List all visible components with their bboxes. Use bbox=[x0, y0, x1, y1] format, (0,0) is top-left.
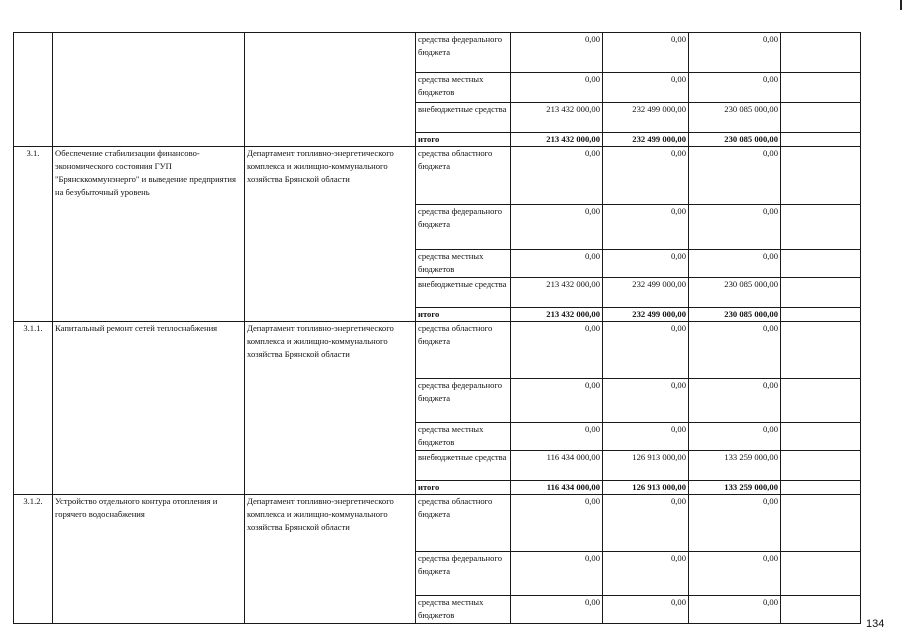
funding-source-cell: средства федерального бюджета bbox=[416, 379, 511, 423]
value-year-2-cell: 0,00 bbox=[603, 552, 689, 596]
value-year-2-cell: 126 913 000,00 bbox=[603, 481, 689, 495]
value-year-3-cell: 0,00 bbox=[689, 205, 781, 250]
value-year-2-cell: 0,00 bbox=[603, 205, 689, 250]
value-year-2-cell: 232 499 000,00 bbox=[603, 133, 689, 147]
value-year-3-cell: 230 085 000,00 bbox=[689, 133, 781, 147]
scan-edge-mark bbox=[900, 0, 902, 10]
measure-name-cell bbox=[53, 33, 245, 147]
funding-source-cell: средства областного бюджета bbox=[416, 322, 511, 379]
empty-cell bbox=[781, 33, 861, 73]
value-year-1-cell: 0,00 bbox=[511, 205, 603, 250]
value-year-3-cell: 230 085 000,00 bbox=[689, 103, 781, 133]
value-year-1-cell: 0,00 bbox=[511, 552, 603, 596]
value-year-2-cell: 0,00 bbox=[603, 33, 689, 73]
funding-source-cell: средства местных бюджетов bbox=[416, 250, 511, 278]
value-year-2-cell: 232 499 000,00 bbox=[603, 103, 689, 133]
measure-name-cell: Обеспечение стабилизации финансово-экономического состояния ГУП "Брянсккоммунэнерго" и выведение предприятия на безубыточный уровень bbox=[53, 147, 245, 322]
table-row bbox=[14, 33, 861, 73]
executor-cell: Департамент топливно-энергетического комплекса и жилищно-коммунального хозяйства Брянской области bbox=[245, 147, 416, 322]
value-year-2-cell: 0,00 bbox=[603, 423, 689, 451]
funding-source-cell: внебюджетные средства bbox=[416, 103, 511, 133]
value-year-2-cell: 0,00 bbox=[603, 250, 689, 278]
value-year-3-cell: 133 259 000,00 bbox=[689, 481, 781, 495]
value-year-3-cell: 230 085 000,00 bbox=[689, 278, 781, 308]
value-year-1-cell: 0,00 bbox=[511, 250, 603, 278]
value-year-3-cell: 0,00 bbox=[689, 423, 781, 451]
value-year-1-cell: 213 432 000,00 bbox=[511, 308, 603, 322]
empty-cell bbox=[781, 552, 861, 596]
value-year-1-cell: 213 432 000,00 bbox=[511, 133, 603, 147]
empty-cell bbox=[781, 596, 861, 624]
value-year-1-cell: 213 432 000,00 bbox=[511, 278, 603, 308]
empty-cell bbox=[781, 133, 861, 147]
funding-source-cell: средства федерального бюджета bbox=[416, 33, 511, 73]
empty-cell bbox=[781, 451, 861, 481]
empty-cell bbox=[781, 250, 861, 278]
funding-source-cell: итого bbox=[416, 133, 511, 147]
value-year-2-cell: 0,00 bbox=[603, 495, 689, 552]
value-year-3-cell: 0,00 bbox=[689, 379, 781, 423]
value-year-1-cell: 213 432 000,00 bbox=[511, 103, 603, 133]
empty-cell bbox=[781, 308, 861, 322]
funding-source-cell: итого bbox=[416, 481, 511, 495]
code-cell bbox=[14, 33, 53, 147]
value-year-2-cell: 232 499 000,00 bbox=[603, 308, 689, 322]
value-year-1-cell: 0,00 bbox=[511, 423, 603, 451]
funding-source-cell: средства федерального бюджета bbox=[416, 205, 511, 250]
empty-cell bbox=[781, 423, 861, 451]
value-year-1-cell: 0,00 bbox=[511, 495, 603, 552]
value-year-1-cell: 0,00 bbox=[511, 379, 603, 423]
value-year-3-cell: 0,00 bbox=[689, 596, 781, 624]
funding-source-cell: средства местных бюджетов bbox=[416, 596, 511, 624]
measure-name-cell: Устройство отдельного контура отопления и горячего водоснабжения bbox=[53, 495, 245, 624]
code-cell: 3.1.1. bbox=[14, 322, 53, 495]
table-row bbox=[14, 322, 861, 379]
value-year-1-cell: 116 434 000,00 bbox=[511, 451, 603, 481]
funding-source-cell: средства местных бюджетов bbox=[416, 73, 511, 103]
value-year-3-cell: 0,00 bbox=[689, 147, 781, 205]
executor-cell: Департамент топливно-энергетического комплекса и жилищно-коммунального хозяйства Брянской области bbox=[245, 322, 416, 495]
value-year-3-cell: 0,00 bbox=[689, 322, 781, 379]
value-year-3-cell: 0,00 bbox=[689, 250, 781, 278]
funding-source-cell: средства областного бюджета bbox=[416, 147, 511, 205]
empty-cell bbox=[781, 481, 861, 495]
empty-cell bbox=[781, 205, 861, 250]
value-year-2-cell: 0,00 bbox=[603, 147, 689, 205]
empty-cell bbox=[781, 379, 861, 423]
value-year-2-cell: 126 913 000,00 bbox=[603, 451, 689, 481]
table-row bbox=[14, 147, 861, 205]
value-year-3-cell: 0,00 bbox=[689, 33, 781, 73]
executor-cell: Департамент топливно-энергетического комплекса и жилищно-коммунального хозяйства Брянской области bbox=[245, 495, 416, 624]
value-year-2-cell: 232 499 000,00 bbox=[603, 278, 689, 308]
funding-source-cell: итого bbox=[416, 308, 511, 322]
funding-source-cell: средства местных бюджетов bbox=[416, 423, 511, 451]
value-year-3-cell: 0,00 bbox=[689, 495, 781, 552]
value-year-3-cell: 0,00 bbox=[689, 552, 781, 596]
value-year-3-cell: 133 259 000,00 bbox=[689, 451, 781, 481]
empty-cell bbox=[781, 147, 861, 205]
value-year-2-cell: 0,00 bbox=[603, 596, 689, 624]
value-year-1-cell: 116 434 000,00 bbox=[511, 481, 603, 495]
value-year-2-cell: 0,00 bbox=[603, 73, 689, 103]
measure-name-cell: Капитальный ремонт сетей теплоснабжения bbox=[53, 322, 245, 495]
table-row bbox=[14, 495, 861, 552]
value-year-2-cell: 0,00 bbox=[603, 322, 689, 379]
value-year-1-cell: 0,00 bbox=[511, 322, 603, 379]
empty-cell bbox=[781, 278, 861, 308]
empty-cell bbox=[781, 73, 861, 103]
empty-cell bbox=[781, 322, 861, 379]
executor-cell bbox=[245, 33, 416, 147]
funding-source-cell: средства областного бюджета bbox=[416, 495, 511, 552]
value-year-1-cell: 0,00 bbox=[511, 596, 603, 624]
value-year-3-cell: 0,00 bbox=[689, 73, 781, 103]
empty-cell bbox=[781, 495, 861, 552]
code-cell: 3.1.2. bbox=[14, 495, 53, 624]
budget-table bbox=[13, 32, 861, 624]
value-year-1-cell: 0,00 bbox=[511, 73, 603, 103]
page-number: 134 bbox=[866, 618, 885, 630]
funding-source-cell: внебюджетные средства bbox=[416, 278, 511, 308]
value-year-1-cell: 0,00 bbox=[511, 147, 603, 205]
empty-cell bbox=[781, 103, 861, 133]
value-year-3-cell: 230 085 000,00 bbox=[689, 308, 781, 322]
funding-source-cell: внебюджетные средства bbox=[416, 451, 511, 481]
value-year-2-cell: 0,00 bbox=[603, 379, 689, 423]
code-cell: 3.1. bbox=[14, 147, 53, 322]
value-year-1-cell: 0,00 bbox=[511, 33, 603, 73]
funding-source-cell: средства федерального бюджета bbox=[416, 552, 511, 596]
